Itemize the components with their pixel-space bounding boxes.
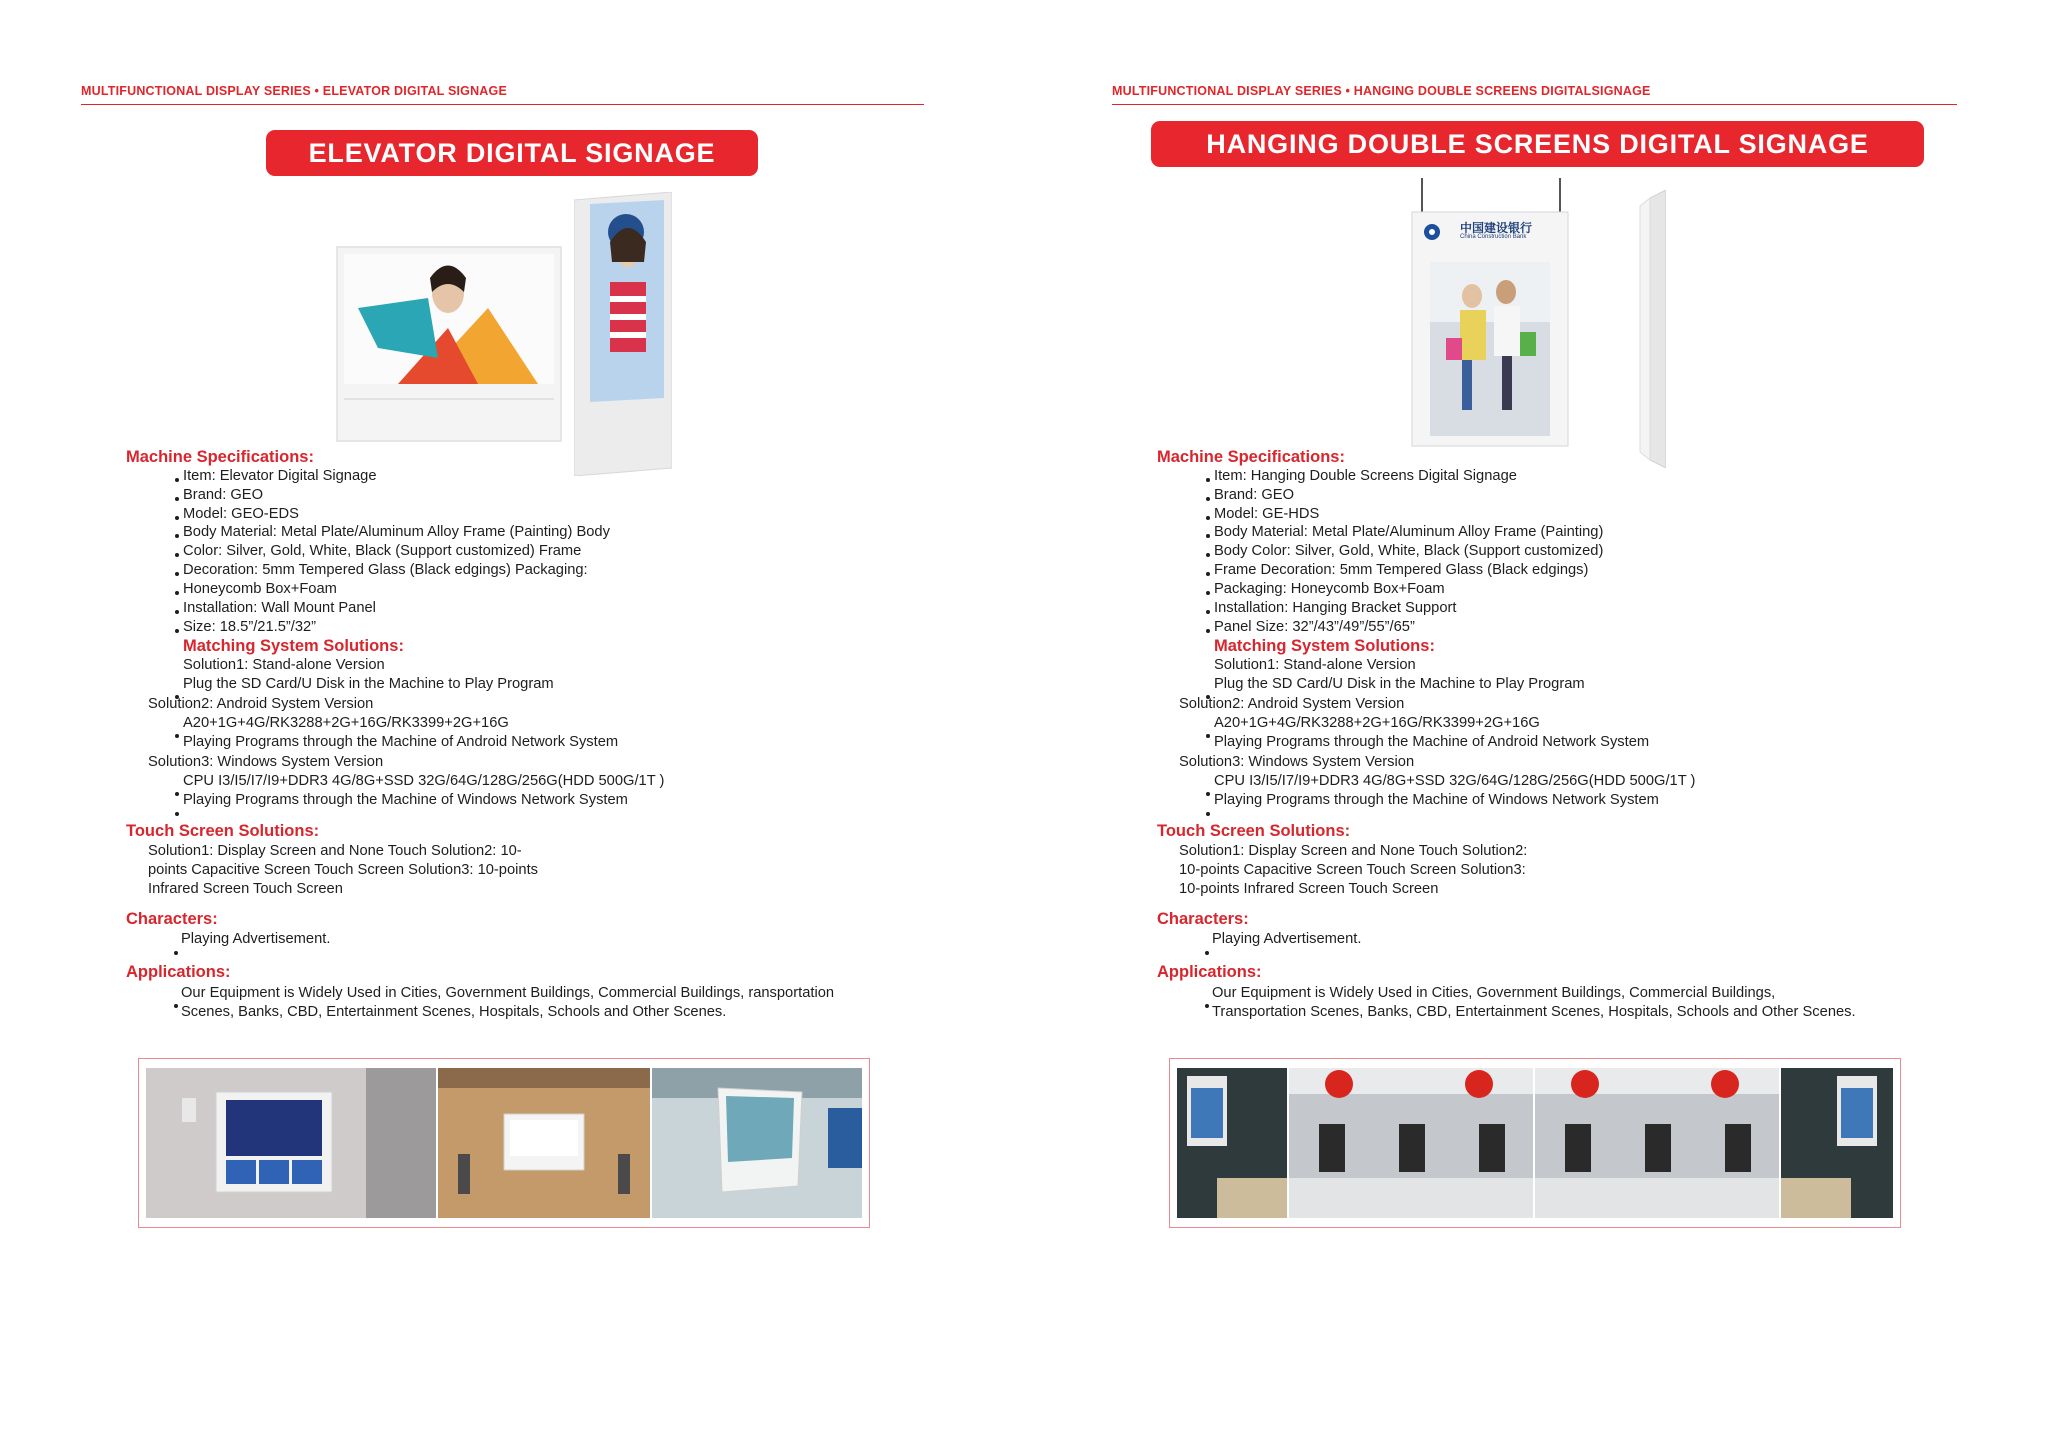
bullet [1206,516,1210,520]
list-item: Playing Programs through the Machine of Android Network System [1214,734,1650,750]
list-item: Installation: Hanging Bracket Support [1214,600,1457,616]
right-page [1030,0,2048,1448]
bullet [1206,812,1210,816]
bank-counter-photo-2 [1535,1068,1779,1218]
list-item: Honeycomb Box+Foam [183,581,337,597]
bullet [175,591,179,595]
list-item: Solution2: Android System Version [148,696,374,712]
left-matching-heading: Matching System Solutions: [183,637,404,655]
list-item: CPU I3/I5/I7/I9+DDR3 4G/8G+SSD 32G/64G/128G/256G(HDD 500G/1T ) [183,773,665,789]
list-item: Solution1: Stand-alone Version [183,657,385,673]
list-item: Solution2: Android System Version [1179,696,1405,712]
bullet [1206,610,1210,614]
list-item: Size: 18.5”/21.5”/32” [183,619,317,635]
bullet [1206,792,1210,796]
bullet [174,1004,178,1008]
list-item: Packaging: Honeycomb Box+Foam [1214,581,1445,597]
elevator-signage-landscape-photo [336,246,562,442]
list-item: Playing Advertisement. [1212,931,1362,947]
list-item: Solution1: Display Screen and None Touch Solution2: 10- [148,843,522,859]
bullet [175,497,179,501]
list-item: Brand: GEO [183,487,263,503]
list-item: Model: GE-HDS [1214,506,1320,522]
right-header-rule [1112,104,1957,105]
bank-hall-stand-photo [1177,1068,1287,1218]
bullet [1206,478,1210,482]
bank-hall-stand-photo-2 [1781,1068,1893,1218]
bank-name-en: China Construction Bank [1460,234,1527,240]
list-item: Solution1: Stand-alone Version [1214,657,1416,673]
bullet [175,478,179,482]
list-item: Playing Programs through the Machine of Windows Network System [1214,792,1659,808]
list-item: Body Material: Metal Plate/Aluminum Alloy Frame (Painting) Body [183,524,610,540]
wall-mounted-signage-photo [652,1068,862,1218]
bullet [1206,534,1210,538]
list-item: Frame Decoration: 5mm Tempered Glass (Black edgings) [1214,562,1589,578]
bullet [175,629,179,633]
elevator-hall-photo [438,1068,650,1218]
list-item: Body Color: Silver, Gold, White, Black (Support customized) [1214,543,1604,559]
bank-counter-photo-1 [1289,1068,1533,1218]
list-item: Our Equipment is Widely Used in Cities, Government Buildings, Commercial Buildings, ransportation [181,985,835,1001]
left-header-rule [81,104,924,105]
bullet [175,534,179,538]
bullet [1205,951,1209,955]
right-applications-heading: Applications: [1157,963,1262,981]
list-item: Model: GEO-EDS [183,506,299,522]
left-page-header: MULTIFUNCTIONAL DISPLAY SERIES • ELEVATOR DIGITAL SIGNAGE [81,84,507,98]
list-item: Body Material: Metal Plate/Aluminum Alloy Frame (Painting) [1214,524,1604,540]
list-item: Transportation Scenes, Banks, CBD, Entertainment Scenes, Hospitals, Schools and Other Scenes. [1212,1004,1856,1020]
bullet [175,516,179,520]
left-title-banner: ELEVATOR DIGITAL SIGNAGE [266,130,758,176]
list-item: points Capacitive Screen Touch Screen Solution3: 10-points [148,862,538,878]
left-characters-heading: Characters: [126,910,218,928]
bullet [175,553,179,557]
left-touch-heading: Touch Screen Solutions: [126,822,320,840]
bank-name-cn: 中国建设银行 [1460,221,1533,235]
hanging-screen-side-photo [1636,190,1666,468]
list-item: 10-points Infrared Screen Touch Screen [1179,881,1439,897]
list-item: A20+1G+4G/RK3288+2G+16G/RK3399+2G+16G [1214,715,1540,731]
list-item: Item: Elevator Digital Signage [183,468,377,484]
bullet [1206,497,1210,501]
right-matching-heading: Matching System Solutions: [1214,637,1435,655]
list-item: Playing Programs through the Machine of Windows Network System [183,792,628,808]
bullet [175,610,179,614]
list-item: 10-points Capacitive Screen Touch Screen Solution3: [1179,862,1526,878]
elevator-signage-portrait-photo [574,192,672,476]
list-item: Color: Silver, Gold, White, Black (Support customized) Frame [183,543,582,559]
right-touch-heading: Touch Screen Solutions: [1157,822,1351,840]
list-item: Solution3: Windows System Version [1179,754,1415,770]
bullet [1206,734,1210,738]
list-item: CPU I3/I5/I7/I9+DDR3 4G/8G+SSD 32G/64G/128G/256G(HDD 500G/1T ) [1214,773,1696,789]
list-item: Scenes, Banks, CBD, Entertainment Scenes, Hospitals, Schools and Other Scenes. [181,1004,727,1020]
bullet [1206,629,1210,633]
left-applications-heading: Applications: [126,963,231,981]
list-item: Infrared Screen Touch Screen [148,881,343,897]
list-item: Solution1: Display Screen and None Touch Solution2: [1179,843,1528,859]
list-item: Solution3: Windows System Version [148,754,384,770]
bullet [1206,591,1210,595]
bullet [1206,572,1210,576]
left-specs-heading: Machine Specifications: [126,448,314,466]
right-specs-heading: Machine Specifications: [1157,448,1345,466]
list-item: Panel Size: 32”/43”/49”/55”/65” [1214,619,1415,635]
bullet [175,812,179,816]
bullet [175,572,179,576]
list-item: Our Equipment is Widely Used in Cities, Government Buildings, Commercial Buildings, [1212,985,1776,1001]
right-page-header: MULTIFUNCTIONAL DISPLAY SERIES • HANGING DOUBLE SCREENS DIGITALSIGNAGE [1112,84,1651,98]
bullet [174,951,178,955]
list-item: Plug the SD Card/U Disk in the Machine to Play Program [1214,676,1585,692]
list-item: Item: Hanging Double Screens Digital Signage [1214,468,1517,484]
list-item: A20+1G+4G/RK3288+2G+16G/RK3399+2G+16G [183,715,509,731]
right-title-banner: HANGING DOUBLE SCREENS DIGITAL SIGNAGE [1151,121,1924,167]
list-item: Decoration: 5mm Tempered Glass (Black edgings) Packaging: [183,562,588,578]
bullet [175,792,179,796]
list-item: Brand: GEO [1214,487,1294,503]
elevator-lobby-photo [146,1068,436,1218]
list-item: Installation: Wall Mount Panel [183,600,376,616]
bullet [175,734,179,738]
list-item: Playing Advertisement. [181,931,331,947]
list-item: Playing Programs through the Machine of Android Network System [183,734,619,750]
list-item: Plug the SD Card/U Disk in the Machine to Play Program [183,676,554,692]
right-characters-heading: Characters: [1157,910,1249,928]
bullet [1205,1004,1209,1008]
bullet [1206,553,1210,557]
